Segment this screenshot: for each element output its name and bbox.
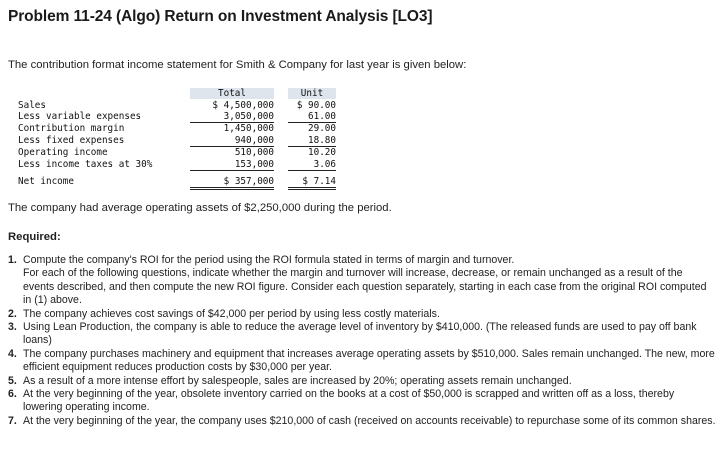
question-number: 2.	[8, 307, 17, 320]
row-total: $ 4,500,000	[212, 99, 274, 111]
question-text: At the very beginning of the year, the company uses $210,000 of cash (received on accounts receivable) to repurchase some of its common shares.	[23, 414, 716, 427]
statement-row	[18, 99, 336, 110]
row-total: 3,050,000	[190, 111, 274, 123]
question-item	[8, 415, 716, 428]
statement-row	[18, 158, 336, 170]
question-text: As a result of a more intense effort by salespeople, sales are increased by 20%; operating assets remain unchanged.	[23, 374, 572, 387]
assets-text: The company had average operating assets of $2,250,000 during the period.	[8, 202, 392, 214]
question-number: 1.	[8, 254, 17, 266]
question-item	[8, 375, 716, 388]
row-total: $ 357,000	[190, 170, 274, 188]
row-label: Sales	[18, 99, 46, 111]
question-text: Using Lean Production, the company is able to reduce the average level of inventory by $410,000. (The released funds are used to pay off bank loans)	[23, 321, 697, 347]
statement-header-row	[18, 88, 336, 99]
row-unit: $ 90.00	[296, 99, 336, 111]
row-label: Operating income	[18, 146, 108, 158]
question-list	[8, 254, 716, 428]
question-number: 5.	[8, 374, 17, 387]
question-item	[8, 321, 716, 348]
row-label: Net income	[18, 176, 74, 188]
question-text: The company achieves cost savings of $42,000 per period by using less costly materials.	[23, 307, 440, 320]
question-number: 6.	[8, 388, 17, 401]
row-label: Less fixed expenses	[18, 135, 125, 146]
question-number: 4.	[8, 347, 17, 360]
row-unit: $ 7.14	[288, 170, 336, 188]
question-item	[8, 388, 716, 415]
question-number: 7.	[8, 414, 17, 427]
required-label: Required:	[8, 231, 61, 243]
unit-header: Unit	[288, 88, 336, 99]
statement-row	[18, 135, 336, 147]
statement-row	[18, 123, 336, 135]
row-label: Less income taxes at 30%	[18, 158, 153, 170]
row-total: 1,450,000	[223, 123, 274, 135]
statement-row	[18, 146, 336, 158]
row-unit: 18.80	[288, 135, 336, 147]
row-label: Less variable expenses	[18, 111, 142, 123]
question-text: At the very beginning of the year, obsolete inventory carried on the books at a cost of $50,000 is scrapped and written off as a loss, thereby lowering operating income.	[23, 388, 675, 414]
question-text: Compute the company's ROI for the period using the ROI formula stated in terms of margin and turnover.	[23, 254, 515, 266]
statement-row-net-income	[18, 170, 336, 188]
row-total: 510,000	[234, 147, 274, 159]
question-number: 3.	[8, 321, 17, 334]
question-text: For each of the following questions, indicate whether the margin and turnover will increase, decrease, or remain unchanged as a result of the events described, and then compute the new ROI figure. Consider each question separately, starting in each case from the original ROI computed in (1) above.	[23, 267, 707, 307]
income-statement	[18, 88, 336, 190]
row-unit: 3.06	[288, 158, 336, 170]
row-label: Contribution margin	[18, 123, 125, 135]
question-text: The company purchases machinery and equipment that increases average operating assets by $510,000. Sales remain unchanged. The new, more efficient equipment reduces production costs by $30,000 per year.	[23, 347, 715, 374]
row-unit: 10.20	[308, 147, 336, 159]
total-header: Total	[190, 88, 274, 99]
statement-row	[18, 111, 336, 123]
question-item	[8, 308, 716, 321]
intro-text: The contribution format income statement for Smith & Company for last year is given below:	[8, 59, 467, 71]
row-total: 153,000	[190, 158, 274, 170]
row-unit: 61.00	[288, 111, 336, 123]
page-title: Problem 11-24 (Algo) Return on Investment Analysis [LO3]	[8, 8, 433, 25]
question-item	[8, 254, 716, 308]
row-total: 940,000	[190, 135, 274, 147]
question-item	[8, 348, 716, 375]
income-statement-table	[18, 88, 336, 190]
row-unit: 29.00	[308, 123, 336, 135]
